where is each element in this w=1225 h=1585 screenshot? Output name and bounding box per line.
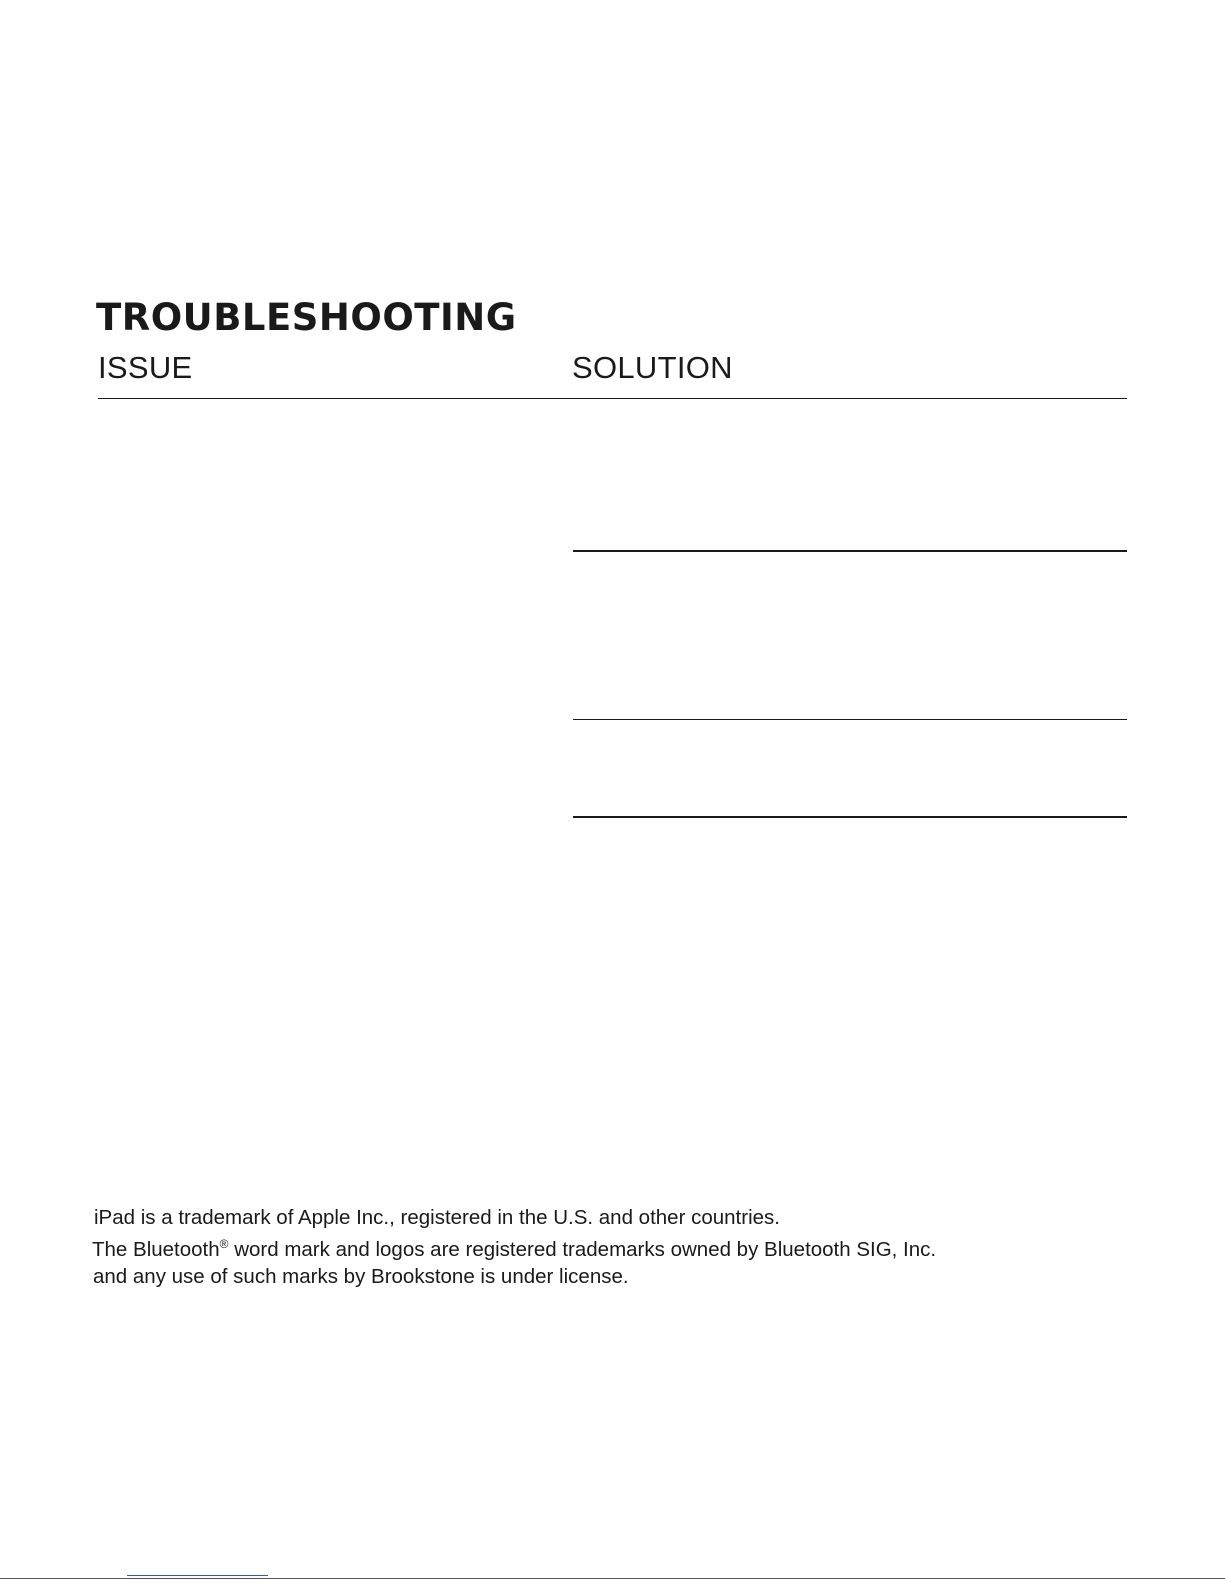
page-title: TROUBLESHOOTING (96, 296, 517, 339)
issue-column-header: ISSUE (98, 350, 193, 385)
footer-divider (0, 1578, 1225, 1579)
solution-row-divider (573, 550, 1127, 552)
trademark-text: word mark and logos are registered trademarks owned by Bluetooth SIG, Inc. (228, 1238, 937, 1261)
trademark-line-bluetooth (92, 1231, 936, 1263)
header-divider (98, 398, 1127, 399)
solution-row-divider (573, 719, 1127, 720)
solution-column-header: SOLUTION (572, 350, 733, 385)
trademark-line-ipad: iPad is a trademark of Apple Inc., registered in the U.S. and other countries. (94, 1206, 780, 1229)
trademark-line-license: and any use of such marks by Brookstone is under license. (93, 1265, 629, 1288)
footer-link-underline (127, 1575, 268, 1576)
registered-mark: ® (219, 1237, 229, 1251)
solution-row-divider (573, 816, 1127, 818)
trademark-notice (92, 1204, 936, 1290)
trademark-text: The Bluetooth (92, 1238, 220, 1261)
